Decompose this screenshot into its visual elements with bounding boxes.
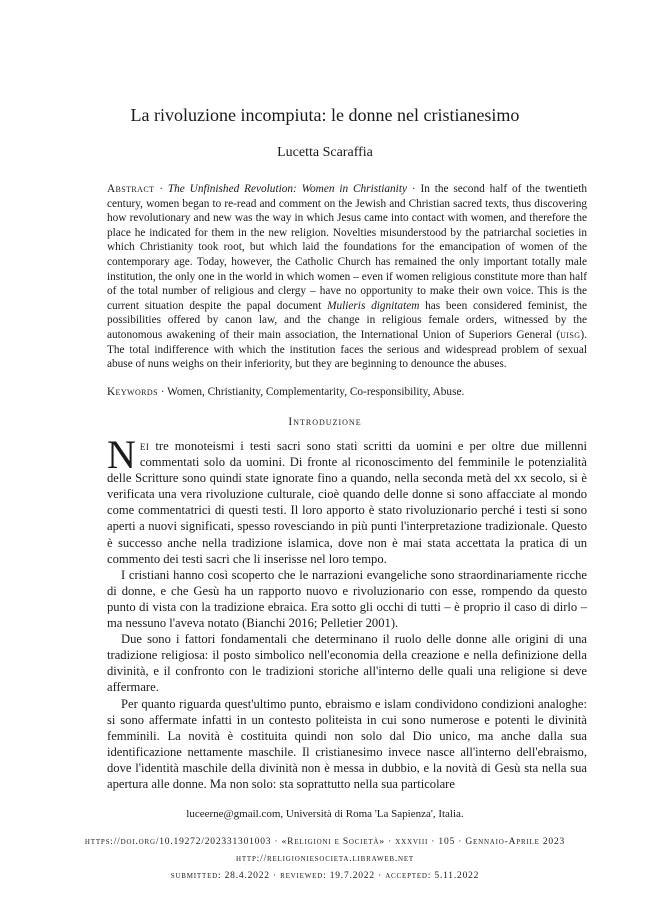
footer-email-affiliation: luceerne@gmail.com, Università di Roma 'La Sapienza', Italia. [186,808,464,820]
section-heading: Introduzione [288,416,362,428]
article-title: La rivoluzione incompiuta: le donne nel cristianesimo [130,105,520,125]
lead-word: ei [139,439,150,453]
body-text [107,432,587,792]
keywords-label: Keywords [107,386,158,398]
paragraph: I cristiani hanno così scoperto che le narrazioni evangeliche sono straordinariamente ricche di donne, e che Gesù ha un rapporto nuovo e rivoluzionario con esse, rompendo da questo punto di vista con la tradizione ebraica. Era sotto gli occhi di tutti – è proprio il caso di dirlo – ma nessuno l'aveva notato (Bianchi 2016; Pelletier 2001). [107,567,587,631]
paragraph [107,432,587,567]
paragraph: Per quanto riguarda quest'ultimo punto, ebraismo e islam condividono condizioni analoghe: si sono affermate infatti in un contesto politeista in cui sono numerose e potenti le divinità femminili. La novità è costituita quindi non solo dal Dio unico, ma anche dalla sua identificazione nettamente maschile. Il cristianesimo invece nasce all'interno dell'ebraismo, dove l'identità maschile della divinità non è messa in dubbio, e la novità di Gesù sta nella sua apertura alle donne. Ma non solo: sta soprattutto nella sua particolare [107,696,587,791]
abstract-text-part-3: ). The total indifference with which the institution faces the serious and widespread problem of sexual abuse of nuns weighs on their inferiority, but they are beginning to denounce the abuses. [107,328,587,371]
footer-website: http://religioniesocieta.libraweb.net [235,854,415,864]
abstract-separator: · [154,183,168,195]
abstract-english-title: The Unfinished Revolution: Women in Christianity [167,183,407,195]
abstract-block [107,182,587,372]
keywords-text: · Women, Christianity, Complementarity, Co-responsibility, Abuse. [157,386,465,398]
abstract-text-part-1: · In the second half of the twentieth century, women began to re-read and comment on the Jewish and Christian sacred texts, thus discovering how revolutionary and new was the way in which Jesus came into contact with women, and therefore the place he indicated for them in the new religion. Novelties misunderstood by the patriarchal societies in which Christianity took root, but which laid the foundations for the emancipation of women of the contemporary age. Today, however, the Catholic Church has remained the only important totally male institution, the only one in the world in which women – even if women religious constitute more than half of the total number of religious and clergy – have no opportunity to make their own voice. This is the current situation despite the papal document [107,183,587,312]
abstract-document-title: Mulieris dignitatem [327,299,420,312]
abstract-acronym: uisg [560,328,581,341]
keywords-block [107,385,587,399]
abstract-label: Abstract [107,183,155,195]
paragraph: Due sono i fattori fondamentali che determinano il ruolo delle donne alle origini di una tradizione religiosa: il posto simbolico nell'economia della creazione e nella definizione della divinità, e il confronto con le tradizioni storiche all'interno delle quali una religione si deve affermare. [107,632,587,695]
drop-cap: N [107,432,136,477]
footer-citation: https://doi.org/10.19272/202331301003 · «Religioni e Società» · xxxviii · 105 · Gennaio-Aprile 2023 [84,837,566,847]
footer-dates: submitted: 28.4.2022 · reviewed: 19.7.2022 · accepted: 5.11.2022 [170,871,480,881]
abstract-text-part-2: has been considered feminist, the possibilities offered by canon law, and the change in religious female orders, witnessed by the autonomous awakening of their main association, the International Union of Superiors General ( [107,299,587,341]
article-author: Lucetta Scaraffia [277,145,373,160]
paragraph-text: tre monoteismi i testi sacri sono stati scritti da uomini e per oltre due millenni commentati solo da uomini. Di fronte al riconoscimento del femminile le potenzialità delle Scritture sono quindi state ignorate fino a quando, nella seconda metà del xx secolo, si è verificata una vera rivoluzione culturale, cioè quando delle donne si sono affacciate al mondo come commentatrici di questi testi. Il loro apporto è stato rivoluzionario perché i testi si sono aperti a nuovi significati, spesso rovesciando in più punti l'interpretazione tradizionale. Questo è successo anche nella tradizione islamica, dove non è mai stata accettata la pratica di un commento dei testi sacri che li inserisse nel loro tempo. [107,439,587,566]
